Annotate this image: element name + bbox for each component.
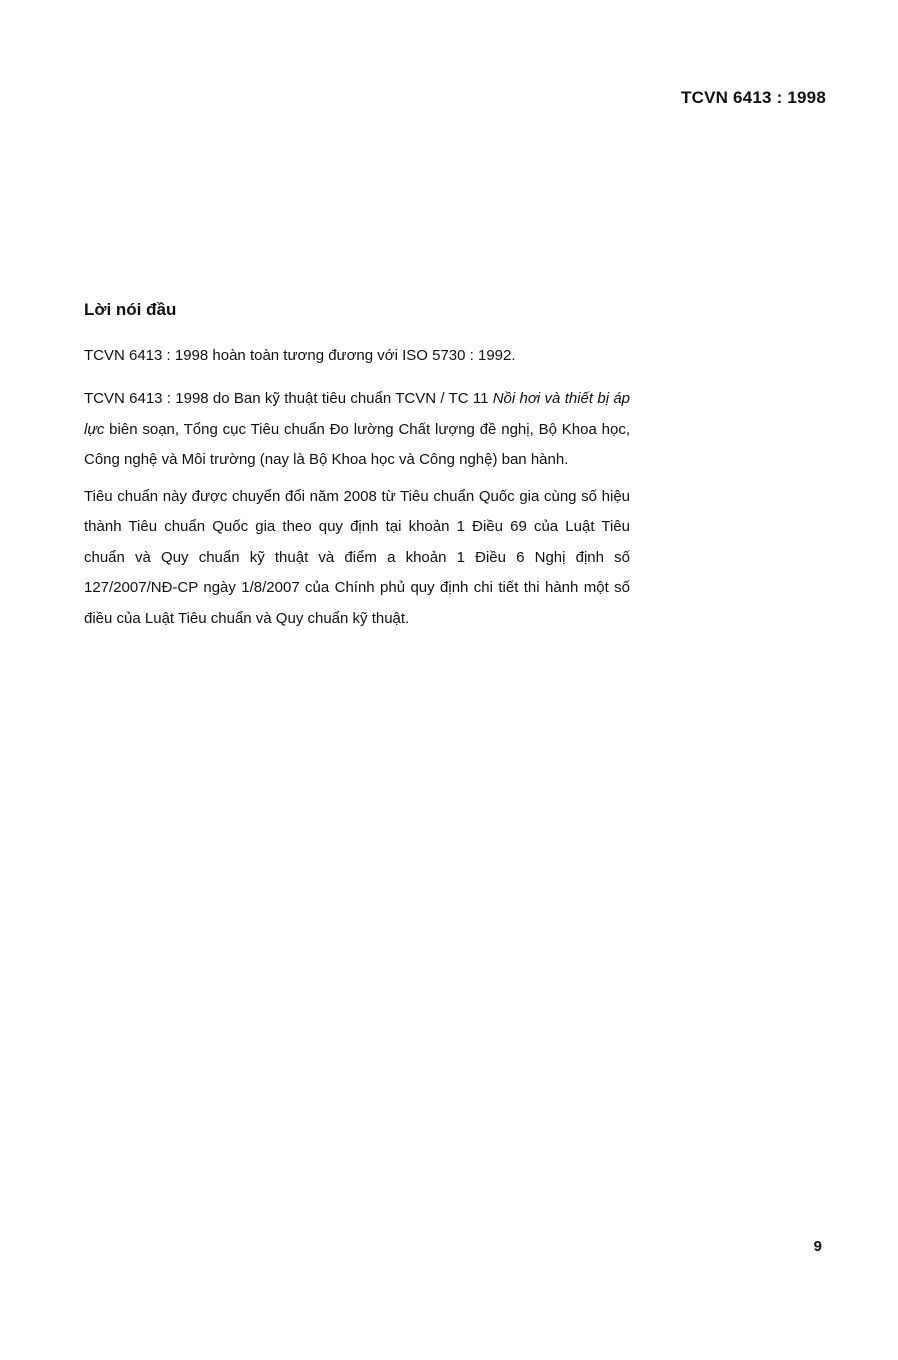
preface-section bbox=[84, 300, 630, 640]
conversion-paragraph: Tiêu chuẩn này được chuyển đổi năm 2008 từ Tiêu chuẩn Quốc gia cùng số hiệu thành Tiêu chuẩn Quốc gia theo quy định tại khoản 1 Điều 69 của Luật Tiêu chuẩn và Quy chuẩn kỹ thuật và điểm a khoản 1 Điều 6 Nghị định số 127/2007/NĐ-CP ngày 1/8/2007 của Chính phủ quy định chi tiết thi hành một số điều của Luật Tiêu chuẩn và Quy chuẩn kỹ thuật. bbox=[84, 487, 630, 627]
technical-committee-name: Nồi hơi và thiết bị áp lực bbox=[84, 390, 631, 438]
standard-code-header: TCVN 6413 : 1998 bbox=[681, 88, 826, 107]
compilation-paragraph-part-1: TCVN 6413 : 1998 do Ban kỹ thuật tiêu chuẩn TCVN / TC 11 bbox=[84, 390, 493, 407]
equivalence-paragraph: TCVN 6413 : 1998 hoàn toàn tương đương với ISO 5730 : 1992. bbox=[84, 347, 516, 364]
page-number: 9 bbox=[813, 1238, 822, 1255]
compilation-paragraph-part-3: biên soạn, Tổng cục Tiêu chuẩn Đo lường Chất lượng đề nghị, Bộ Khoa học, Công nghệ và Môi trường (nay là Bộ Khoa học và Công nghệ) ban hành. bbox=[84, 420, 630, 468]
compilation-paragraph bbox=[84, 384, 630, 476]
section-title: Lời nói đầu bbox=[84, 300, 177, 319]
